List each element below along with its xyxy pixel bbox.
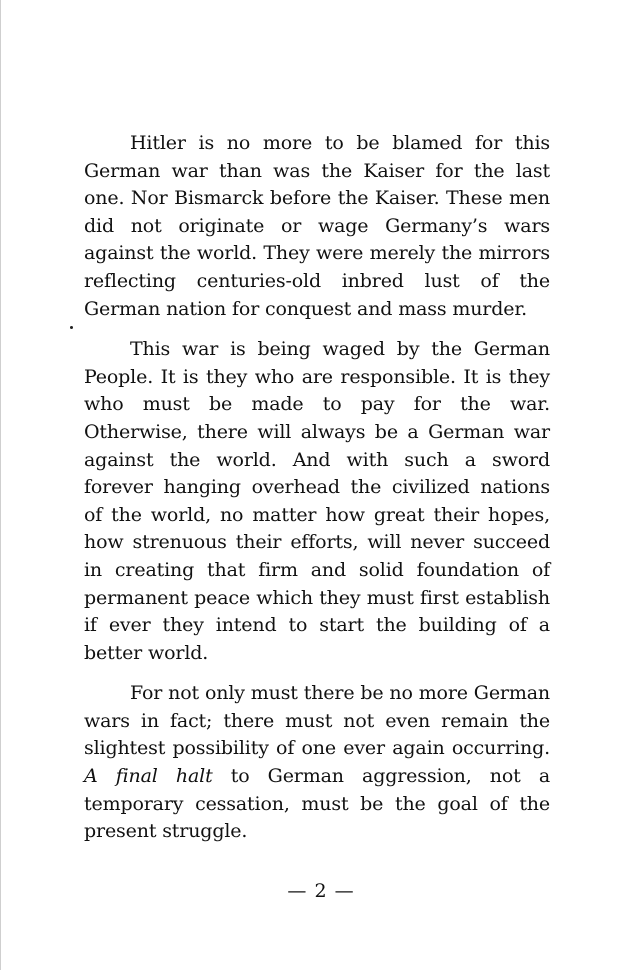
paragraph-3-text-before: For not only must there be no more German wars in fact; there must not even remain the slightest possibility of one ever again occurring. — [84, 682, 550, 760]
paragraph-3 — [84, 680, 550, 846]
page-number: — 2 — — [287, 880, 355, 902]
paragraph-2: This war is being waged by the German People. It is they who are responsible. It is they who must be made to pay for the war. Otherwise, there will always be a German war against the world. And with such a sword forever hanging overhead the civilized nations of the world, no matter how great their hopes, how strenuous their efforts, will never succeed in creating that firm and solid foundation of permanent peace which they must first establish if ever they intend to start the building of a better world. — [84, 338, 550, 664]
paragraph-3-text-after: to German aggression, not a temporary cessation, must be the goal of the present struggle. — [84, 765, 550, 843]
stray-ink-mark — [70, 326, 73, 329]
body-text — [84, 130, 550, 859]
paragraph-3-emphasis: A final halt — [84, 765, 213, 788]
paragraph-1: Hitler is no more to be blamed for this German war than was the Kaiser for the last one. Nor Bismarck before the Kaiser. These men did not originate or wage Germany’s wars against the world. They were merely the mirrors reflecting centuries-old inbred lust of the German nation for conquest and mass murder. — [84, 132, 550, 320]
